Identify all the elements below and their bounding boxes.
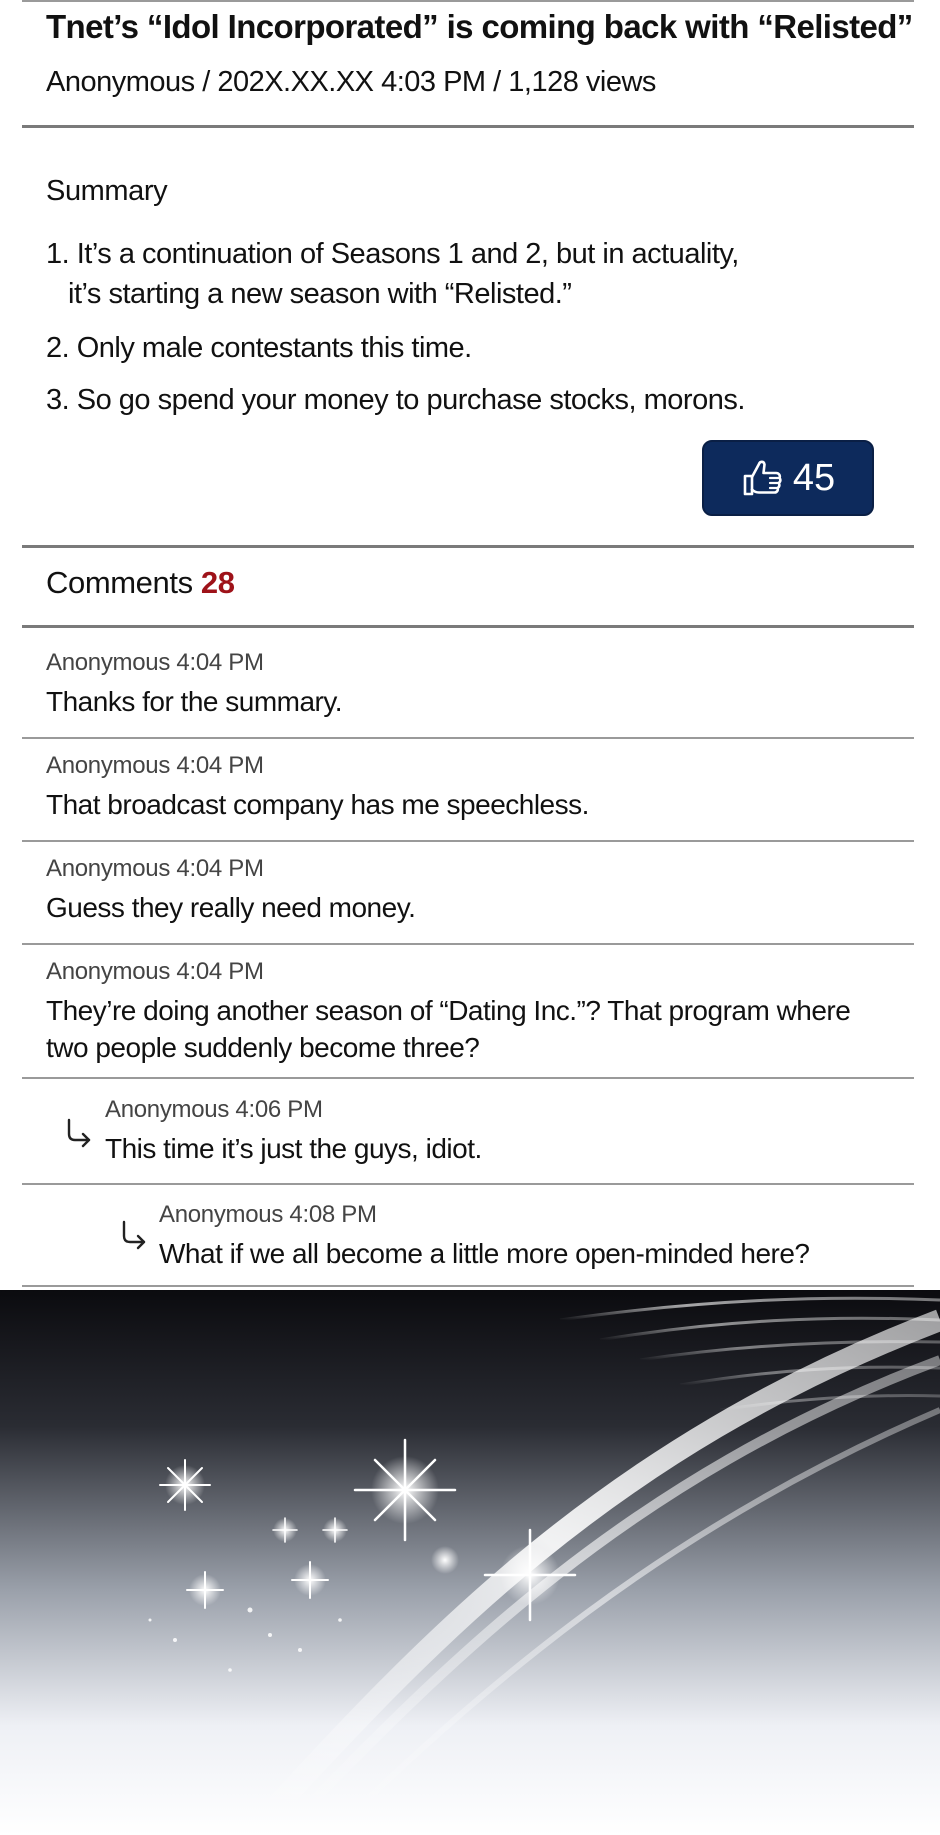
comment-author-time: Anonymous 4:04 PM [46,855,264,882]
comment-text-line1: They’re doing another season of “Dating Inc.”? That program where [46,995,851,1026]
like-button[interactable] [702,440,874,516]
like-count: 45 [792,456,836,499]
comment-text: This time it’s just the guys, idiot. [105,1133,482,1164]
comment-item [46,957,850,1066]
comment-divider [22,1285,914,1287]
top-divider [22,0,914,2]
comments-heading [46,565,235,601]
sparkle-background-art [0,1290,940,1835]
comment-author-time: Anonymous 4:04 PM [46,958,264,985]
comment-divider [22,1077,914,1079]
thumbs-up-icon [741,456,785,500]
comment-item [46,648,342,720]
reply-arrow-icon [64,1117,94,1151]
post-meta: Anonymous / 202X.XX.XX 4:03 PM / 1,128 views [46,66,656,98]
comments-top-divider [22,545,914,548]
reply-item [159,1200,810,1272]
comment-text: Thanks for the summary. [46,686,343,717]
post-title: Tnet’s “Idol Incorporated” is coming back with “Relisted” [46,8,913,45]
summary-item-3: 3. So go spend your money to purchase stocks, morons. [46,384,745,416]
comment-author-time: Anonymous 4:04 PM [46,752,264,779]
comment-text: That broadcast company has me speechless. [46,789,589,820]
comment-divider [22,840,914,842]
comment-divider [22,1183,914,1185]
comments-bottom-divider [22,625,914,628]
comments-count: 28 [200,565,235,600]
comment-item [46,854,415,926]
comment-text-line2: two people suddenly become three? [46,1032,480,1063]
comment-author-time: Anonymous 4:04 PM [46,649,264,676]
summary-item-1-line1: 1. It’s a continuation of Seasons 1 and 2, but in actuality, [46,238,739,270]
summary-item-2: 2. Only male contestants this time. [46,332,472,364]
comments-label: Comments [46,565,193,600]
comment-author-time: Anonymous 4:08 PM [159,1201,377,1228]
reply-arrow-icon [119,1219,149,1253]
reply-item [105,1095,482,1167]
comment-author-time: Anonymous 4:06 PM [105,1096,323,1123]
header-divider [22,125,914,128]
comment-item [46,751,589,823]
comment-divider [22,943,914,945]
summary-item-1 [46,234,739,314]
summary-item-1-line2: it’s starting a new season with “Relisted.” [68,278,572,310]
comment-text: What if we all become a little more open-minded here? [159,1238,810,1269]
comment-text: Guess they really need money. [46,892,416,923]
comment-divider [22,737,914,739]
summary-heading: Summary [46,175,168,207]
